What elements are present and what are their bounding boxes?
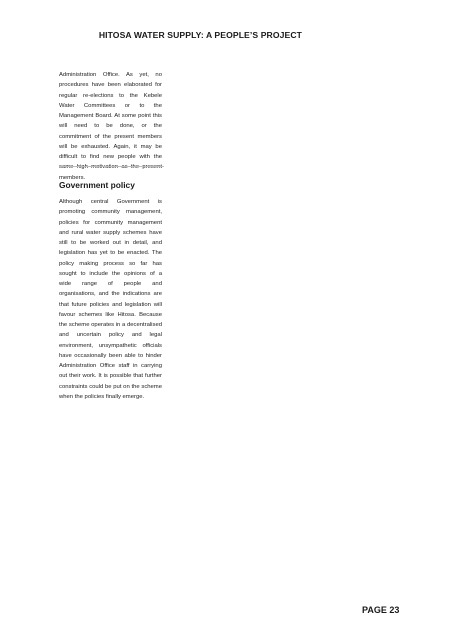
- section-divider: [59, 166, 164, 167]
- page-number: PAGE 23: [362, 605, 400, 615]
- section-heading: Government policy: [59, 180, 135, 190]
- section-text-block: [59, 197, 162, 402]
- section-paragraph: Although central Government is promoting community management, policies for community management and rural water supply schemes have still to be worked out in detail, and legislation has yet to be enacted. The policy making process so far has sought to include the opinions of a wide range of people and organisations, and the indications are that future policies and legislation will favour schemes like Hitosa. Because the scheme operates in a decentralised and uncertain policy and legal environment, unsympathetic officials have occasionally been able to hinder Administration Office staff in carrying out their work. It is possible that further constraints could be put on the scheme when the policies finally emerge.: [59, 199, 162, 400]
- running-header-title: HITOSA WATER SUPPLY: A PEOPLE’S PROJECT: [98, 30, 302, 40]
- continued-paragraph: Administration Office. As yet, no procedures have been elaborated for regular re-elections to the Kebele Water Committees or to the Management Board. At some point this will need to be done, or the commitment of the present members will be exhausted. Again, it may be difficult to find new people with the same high motivation as the present members.: [59, 72, 162, 181]
